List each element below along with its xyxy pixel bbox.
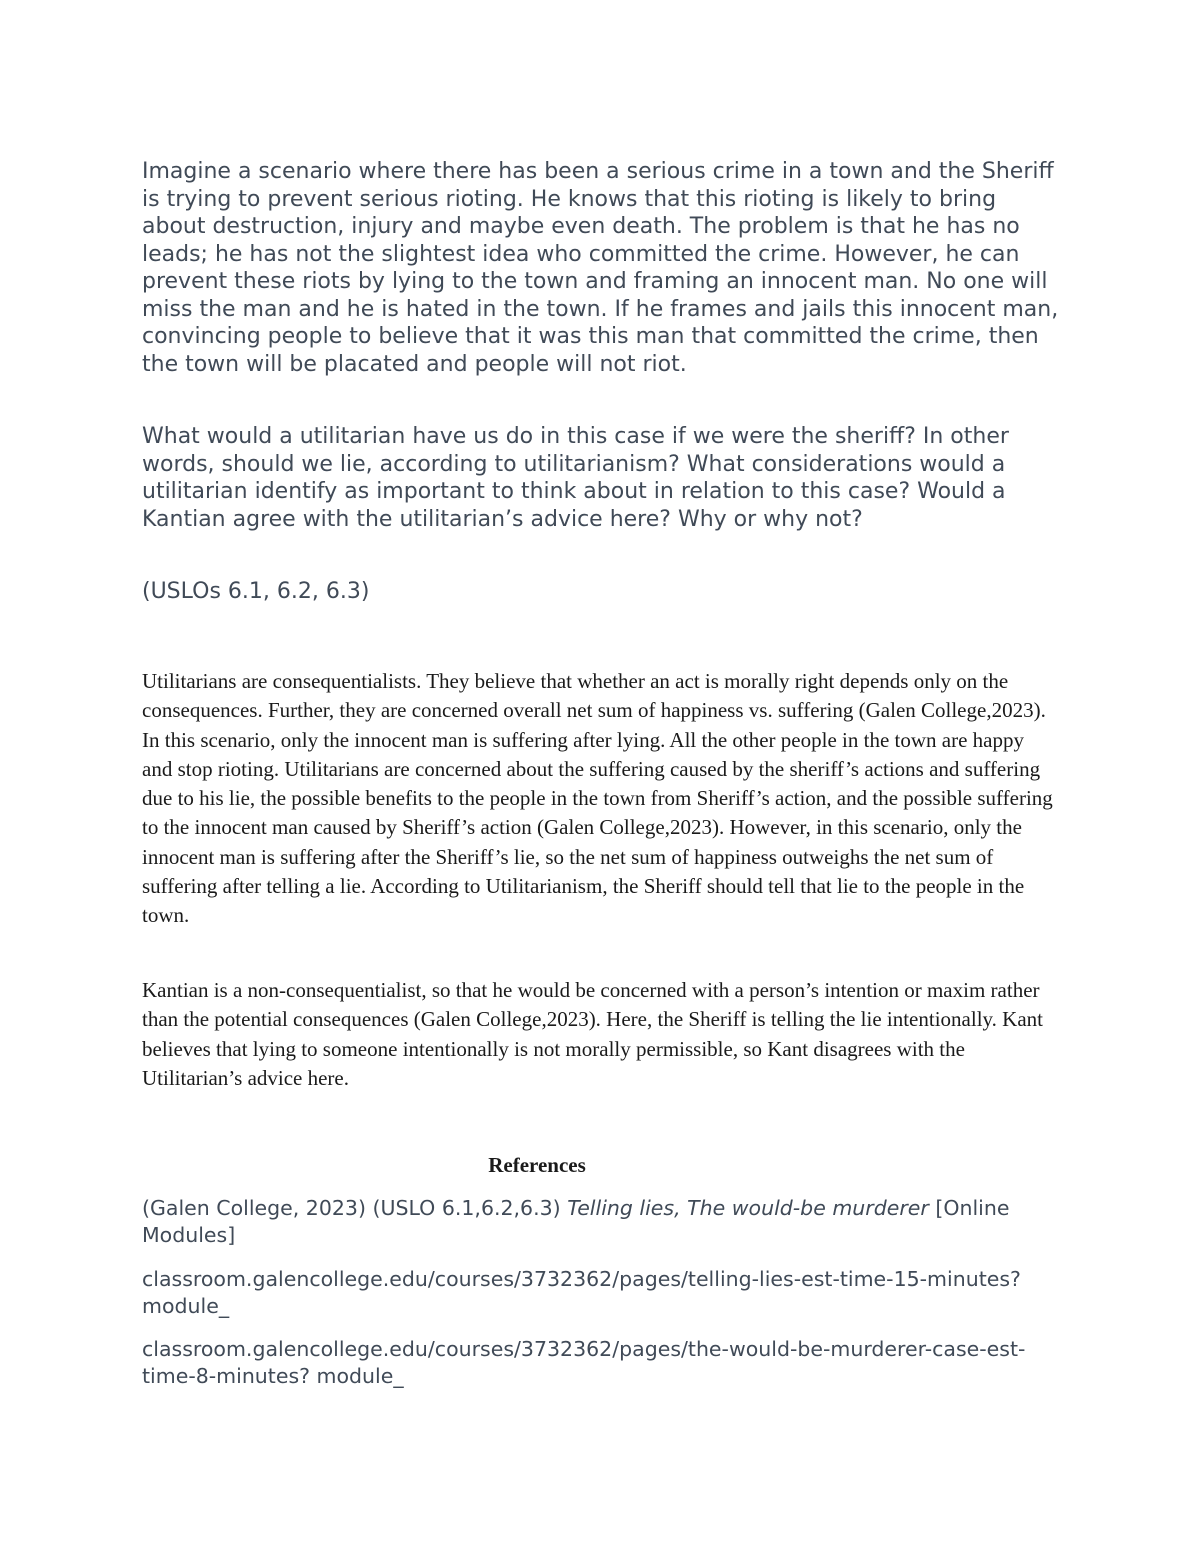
reference-url-2: classroom.galencollege.edu/courses/3732362/pages/the-would-be-murderer-case-est-time-8-minutes? module_	[142, 1337, 1026, 1388]
reference-url-1: classroom.galencollege.edu/courses/3732362/pages/telling-lies-est-time-15-minutes? module_	[142, 1267, 1021, 1318]
reference-1-source: (Galen College, 2023) (USLO 6.1,6.2,6.3)	[142, 1196, 561, 1220]
reference-1-medium: [Online Modules]	[142, 1196, 1010, 1247]
answer-kantian-paragraph: Kantian is a non-consequentialist, so that he would be concerned with a person’s intention or maxim rather than the potential consequences (Galen College,2023). Here, the Sheriff is telling the lie intentionally. Kant believes that lying to someone intentionally is not morally permissible, so Kant disagrees with the Utilitarian’s advice here.	[142, 978, 1043, 1090]
prompt-uslos: (USLOs 6.1, 6.2, 6.3)	[142, 579, 370, 604]
prompt-scenario: Imagine a scenario where there has been a serious crime in a town and the Sheriff is trying to prevent serious rioting. He knows that this rioting is likely to bring about destruction, injury and maybe even death. The problem is that he has no leads; he has not the slightest idea who committed the crime. However, he can prevent these riots by lying to the town and framing an innocent man. No one will miss the man and he is hated in the town. If he frames and jails this innocent man, convincing people to believe that it was this man that committed the crime, then the town will be placated and people will not riot.	[142, 159, 1059, 377]
prompt-questions: What would a utilitarian have us do in this case if we were the sheriff? In other words, should we lie, according to utilitarianism? What considerations would a utilitarian identify as important to think about in relation to this case? Would a Kantian agree with the utilitarian’s advice here? Why or why not?	[142, 424, 1009, 532]
answer-utilitarian-paragraph: Utilitarians are consequentialists. They believe that whether an act is morally right depends only on the consequences. Further, they are concerned overall net sum of happiness vs. suffering (Galen College,2023). In this scenario, only the innocent man is suffering after lying. All the other people in the town are happy and stop rioting. Utilitarians are concerned about the suffering caused by the sheriff’s actions and suffering due to his lie, the possible benefits to the people in the town from Sheriff’s action, and the possible suffering to the innocent man caused by Sheriff’s action (Galen College,2023). However, in this scenario, only the innocent man is suffering after the Sheriff’s lie, so the net sum of happiness outweighs the net sum of suffering after telling a lie. According to Utilitarianism, the Sheriff should tell that lie to the people in the town.	[142, 669, 1053, 928]
reference-entry-1	[142, 1195, 1062, 1249]
references-heading: References	[488, 1153, 586, 1177]
reference-1-title: Telling lies, The would-be murderer	[567, 1196, 929, 1220]
